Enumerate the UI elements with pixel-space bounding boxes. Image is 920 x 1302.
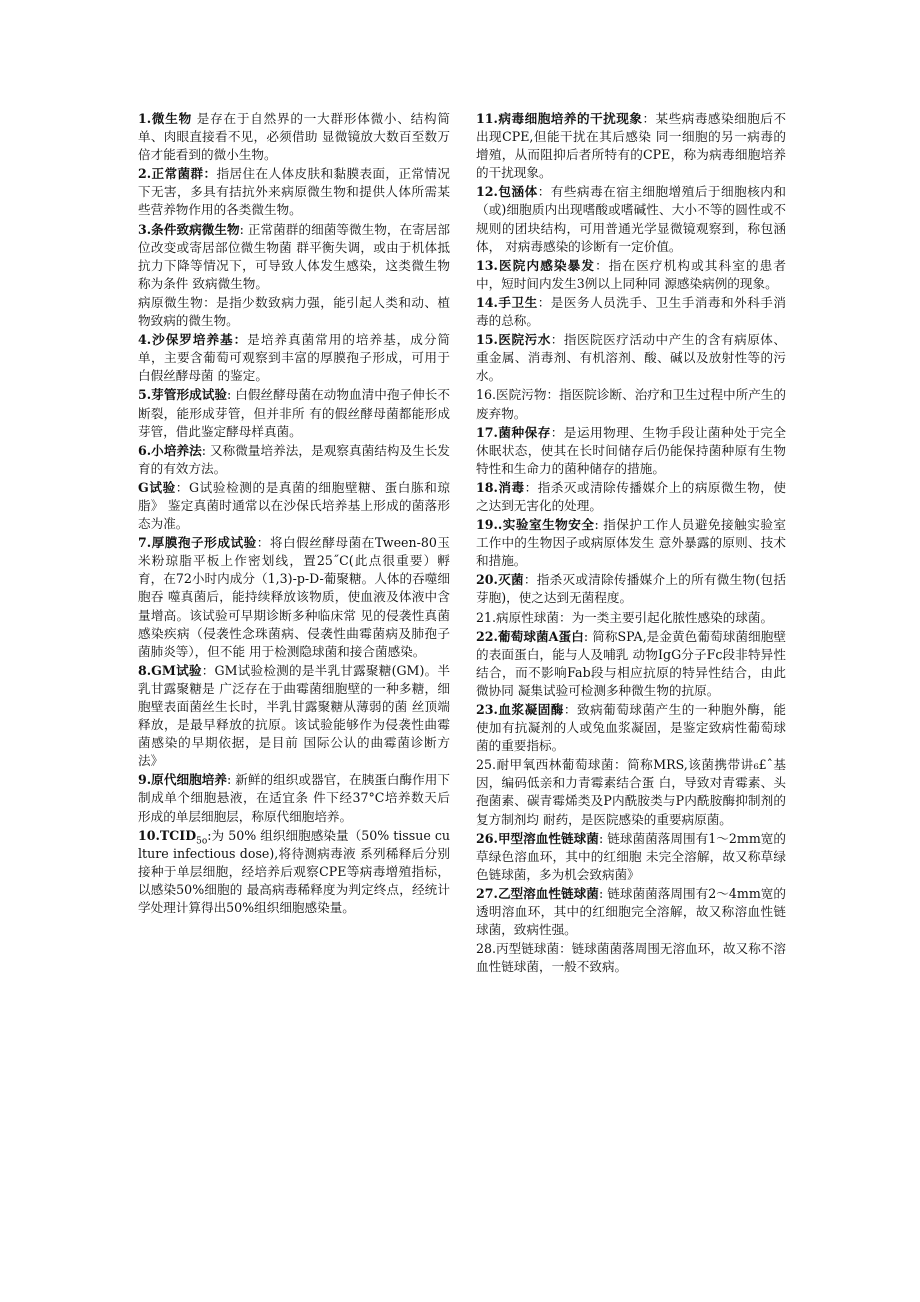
definition-entry (476, 386, 786, 422)
definition-term: 12.包涵体 (476, 184, 538, 200)
definition-term: 19..实验室生物安全 (476, 517, 595, 533)
definition-term: 18.消毒 (476, 479, 525, 495)
definition-text: : 链球菌菌落周围有1～2mm宽的草绿色溶血环，其中的红细胞 未完全溶解，故又称草绿色链球菌，多为机会致病菌》 (476, 830, 787, 882)
definition-text: ：致病葡萄球菌产生的一种胞外酶，能使加有抗凝剂的人或兔血浆凝固，是鉴定致病性葡萄球菌的重要指标。 (476, 702, 786, 754)
definition-entry (138, 221, 450, 293)
definition-entry (476, 479, 786, 515)
definition-text: ：指杀灭或清除传播媒介上的病原微生物，使之达到无害化的处理。 (476, 479, 786, 513)
definition-term: 15.医院污水 (476, 332, 551, 348)
definition-text: 16.医院污物：指医院诊断、治疗和卫生过程中所产生的废弃物。 (476, 387, 786, 421)
definition-entry (476, 830, 786, 884)
definition-text: 28.丙型链球菌：链球菌菌落周围无溶血环，故又称不溶血性链球菌，一般不致病。 (476, 941, 786, 975)
definition-term: 27.乙型溶血性链球菌 (476, 885, 599, 901)
definition-entry (476, 701, 786, 755)
definition-term: 2.正常菌群： (138, 166, 217, 182)
definition-entry (138, 442, 450, 478)
term-subscript: 5o (196, 836, 208, 847)
definition-entry (476, 331, 786, 385)
definition-term: 14.手卫生 (476, 294, 538, 310)
definition-entry (138, 386, 450, 440)
definition-term: G试验 (138, 479, 176, 495)
definition-entry (476, 183, 786, 255)
definition-entry (476, 571, 786, 607)
definition-entry (476, 885, 786, 939)
definition-term: 9.原代细胞培养 (138, 772, 227, 788)
definition-text: 是存在于自然界的一大群形体微小、结构简单、肉眼直接看不见，必须借助 显微镜放大数百至数万倍才能看到的微小生物。 (138, 111, 450, 163)
definition-term: 3.条件致病微生物 (138, 221, 240, 237)
definition-entry (138, 827, 450, 917)
definition-entry (138, 294, 450, 330)
definition-entry (138, 165, 450, 219)
definition-text: 21.病原性球菌：为一类主要引起化脓性感染的球菌。 (476, 609, 774, 625)
definition-text: ：指杀灭或清除传播媒介上的所有微生物(包括芽胞)，使之达到无菌程度。 (476, 572, 786, 606)
definition-entry (476, 628, 786, 700)
definition-term: 20.灭菌 (476, 572, 524, 588)
definition-term: 26.甲型溶血性链球菌 (476, 830, 599, 846)
definition-text: ：指在医疗机构或其科室的患者中，短时间内发生3例以上同种同 源感染病例的现象。 (476, 257, 786, 291)
definition-term: 11.病毒细胞培养的干扰现象 (476, 111, 643, 126)
definition-entry (476, 940, 786, 976)
definition-text: : 白假丝酵母菌在动物血清中孢子伸长不断裂，能形成芽管，但并非所 有的假丝酵母菌都能形成芽管，借此鉴定酵母样真菌。 (138, 387, 450, 439)
definition-text: : 链球菌菌落周围有2～4mm宽的透明溶血环，其中的红细胞完全溶解，故又称溶血性链球菌，致病性强。 (476, 885, 787, 938)
definition-text: : 指保护工作人员避免接触实验室工作中的生物因子或病原体发生 意外暴露的原则、技术和措施。 (476, 517, 787, 569)
definition-text: ：将白假丝酵母菌在Tween-80玉米粉琼脂平板上作密划线，置25˝C(此点很重要）孵育，在72小时内成分（1,3)-p-D-葡聚糖。人体的吞噬细胞吞 噬真菌后，能持续释放该物质，使血液及体液中含量增高。该试验可早期诊断多种临床常 见的侵袭性真菌感染疾病（侵袭性念珠菌病、侵袭性曲霉菌病及肺孢子菌肺炎等），但不能 用于检测隐球菌和接合菌感染。 (138, 535, 450, 659)
definition-text: ：G试验检测的是真菌的细胞壁糖、蛋白胨和琼脂》 鉴定真菌时通常以在沙保氏培养基上形成的菌落形态为准。 (138, 479, 451, 532)
definition-text: ：某些病毒感染细胞后不出现CPE,但能干扰在其后感染 同一细胞的另一病毒的增殖，从而阻抑后者所特有的CPE，称为病毒细胞培养的干扰现象。 (476, 111, 786, 181)
definition-text: 25.耐甲氧西林葡萄球菌：简称MRS,该菌携带讲₆£ˆ基因，编码低亲和力青霉素结合蛋 白，导致对青霉素、头孢菌素、碳青霉烯类及P内酰胺类与P内酰胺酶抑制剂的复方制剂均 耐药，是医院感染的重要病原菌。 (476, 757, 786, 827)
definition-entry (138, 771, 450, 825)
definition-text: 指居住在人体皮肤和黏膜表面，正常情况下无害，多具有拮抗外来病原微生物和提供人体所需某些营养物作用的各类微生物。 (138, 166, 450, 218)
definition-term: 23.血浆凝固酶 (476, 702, 564, 717)
definition-entry (476, 424, 786, 478)
definition-entry (138, 479, 450, 533)
definition-term: 10.TCID (138, 827, 197, 843)
left-column (138, 110, 450, 918)
definition-entry (476, 516, 786, 570)
definition-entry (476, 110, 786, 182)
definition-text: 病原微生物：是指少数致病力强，能引起人类和动、植物致病的微生物。 (138, 294, 450, 329)
definition-text: ：是医务人员洗手、卫生手消毒和外科手消毒的总称。 (476, 294, 786, 329)
definition-entry (476, 294, 786, 330)
definition-term: 1.微生物 (138, 111, 193, 126)
definition-entry (138, 110, 450, 164)
definition-entry (476, 756, 786, 828)
definition-term: 22.葡萄球菌A蛋白 (476, 628, 584, 644)
definition-text: : 新鲜的组织或器官，在胰蛋白酶作用下制成单个细胞悬液，在适宜条 件下经37°C培养数天后形成的单层细胞层，称原代细胞培养。 (138, 772, 450, 824)
definition-text: ：是运用物理、生物手段让菌种处于完全休眠状态，使其在长时间储存后仍能保持菌种原有生物特性和生命力的菌种储存的措施。 (476, 424, 786, 476)
definition-entry (138, 662, 450, 771)
definition-text: 是培养真菌常用的培养基，成分简单，主要含葡萄可观察到丰富的厚膜孢子形成，可用于白假丝酵母菌 的鉴定。 (138, 332, 451, 384)
definition-term: 7.厚膜孢子形成试验 (138, 535, 257, 551)
definition-text: :为 50% 组织细胞感染量（50% tissue culture infectious dose),将待测病毒液 系列稀释后分别接种于单层细胞，经培养后观察CPE等病毒增殖指标，以感染50%细胞的 最高病毒稀释度为判定终点，经统计学处理计算得出50%组织细胞感染量。 (138, 827, 450, 916)
definition-text: : 正常菌群的细菌等微生物，在寄居部位改变或寄居部位微生物菌 群平衡失调，或由于机体抵抗力下降等情况下，可导致人体发生感染，这类微生物称为条件 致病微生物。 (138, 221, 450, 291)
definition-term: 13.医院内感染暴发 (476, 257, 596, 273)
definition-entry (476, 609, 786, 627)
definition-entry (138, 534, 450, 661)
definition-text: : 又称微量培养法，是观察真菌结构及生长发育的有效方法。 (138, 442, 450, 476)
definition-entry (138, 331, 450, 385)
right-column (476, 110, 786, 977)
definition-text: ：指医院医疗活动中产生的含有病原体、重金属、消毒剂、有机溶剂、酸、碱以及放射性等的污水。 (476, 332, 786, 384)
definition-text: ：GM试验检测的是半乳甘露聚糖(GM)。半乳甘露聚糖是 广泛存在于曲霉菌细胞壁的一种多糖，细胞壁表面菌丝生长时，半乳甘露聚糖从薄弱的菌 丝顶端释放，是最早释放的抗原。该试验能够作为侵袭性曲霉菌感染的早期依据，是目前 国际公认的曲霉菌诊断方法》 (138, 662, 450, 769)
definition-entry (476, 257, 786, 293)
definition-text: ：有些病毒在宿主细胞增殖后于细胞核内和（或)细胞质内出现嗜酸或嗜碱性、大小不等的圆性或不规则的团块结构，可用普通光学显微镜观察到，称包涵体， 对病毒感染的诊断有一定价值。 (476, 184, 786, 254)
definition-term: 17.菌种保存 (476, 424, 551, 440)
definition-term: 6.小培养法 (138, 442, 202, 458)
definition-text: : 简称SPA,是金黄色葡萄球菌细胞壁的表面蛋白，能与人及哺乳 动物IgG分子Fc段非特异性结合，而不影响Fab段与相应抗原的特异性结合，由此微协同 凝集试验可检测多种微生物的抗原。 (476, 628, 786, 698)
definition-term: 4.沙保罗培养基： (138, 332, 248, 348)
definition-term: 8.GM试验 (138, 662, 202, 678)
definition-term: 5.芽管形成试验 (138, 387, 227, 403)
